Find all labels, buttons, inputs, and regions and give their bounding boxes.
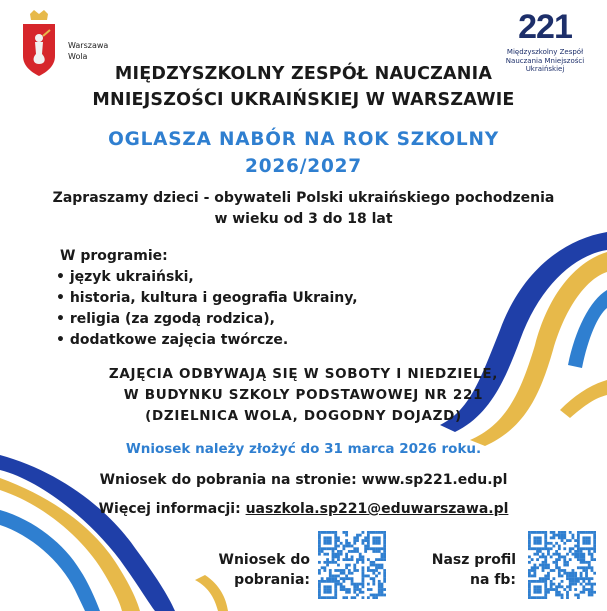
program-item: • historia, kultura i geografia Ukrainy, xyxy=(56,288,358,309)
program-heading: W programie: xyxy=(60,248,168,264)
ribbon-left-3 xyxy=(0,510,100,611)
page-title: MIĘDZYSZKOLNY ZESPÓŁ NAUCZANIA MNIEJSZOŚCI UKRAIŃSKIEJ W WARSZAWIE xyxy=(92,64,515,110)
school-logo-text: Międzyszkolny Zespół Nauczania Mniejszości Ukraińskiej xyxy=(505,48,585,73)
program-item: • język ukraiński, xyxy=(56,267,358,288)
program-item: • religia (za zgodą rodzica), xyxy=(56,309,358,330)
qr-code-download-icon[interactable] xyxy=(318,531,386,599)
program-item: • dodatkowe zajęcia twórcze. xyxy=(56,330,358,351)
deadline-text: Wniosek należy złożyć do 31 marca 2026 roku. xyxy=(125,441,482,457)
announcement: OGLASZA NABÓR NA ROK SZKOLNY 2026/2027 xyxy=(108,129,499,177)
warszawa-wola-text: Warszawa Wola xyxy=(68,41,109,61)
download-text: Wniosek do pobrania na stronie: www.sp221.edu.pl xyxy=(99,472,508,488)
classes-info: ZAJĘCIA ODBYWAJĄ SIĘ W SOBOTY I NIEDZIELE, W BUDYNKU SZKOLY PODSTAWOWEJ NR 221 (DZIELNICA WOLA, DOGODNY DOJAZD) xyxy=(108,366,499,424)
more-info-text: Więcej informacji: uaszkola.sp221@eduwarszawa.pl xyxy=(98,501,509,517)
email-link[interactable]: uaszkola.sp221@eduwarszawa.pl xyxy=(245,501,509,517)
program-list xyxy=(56,246,358,351)
school-logo-number: 221 xyxy=(518,8,572,46)
qr-download-label: Wniosek do pobrania: xyxy=(218,552,310,588)
qr-facebook-label: Nasz profil na fb: xyxy=(431,552,516,588)
qr-code-facebook-icon[interactable] xyxy=(528,531,596,599)
invitation-text: Zapraszamy dzieci - obywateli Polski ukraińskiego pochodzenia w wieku od 3 do 18 lat xyxy=(52,190,555,227)
